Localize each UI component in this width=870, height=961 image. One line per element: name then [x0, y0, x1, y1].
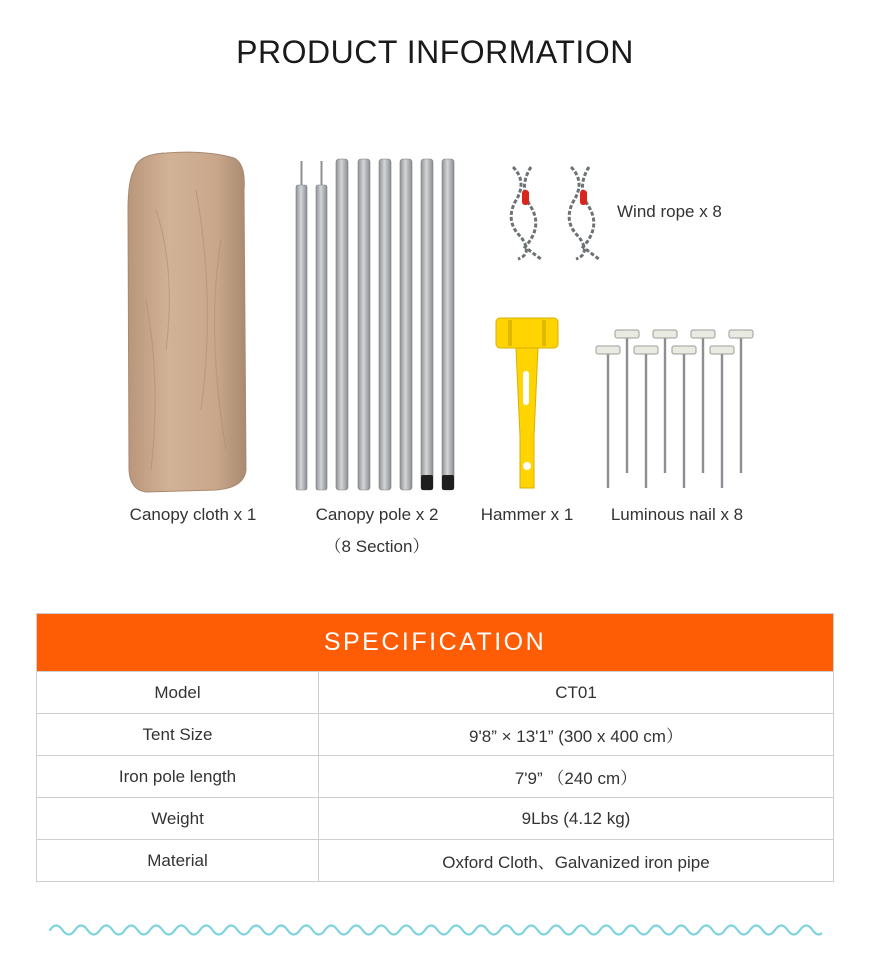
page-title: PRODUCT INFORMATION [236, 34, 634, 70]
table-row [37, 672, 833, 714]
spec-key-model: Model [37, 672, 319, 714]
spec-value-model: CT01 [319, 672, 834, 714]
specification-table [36, 613, 834, 882]
spec-value-tent-size: 9'8” × 13'1” (300 x 400 cm） [319, 714, 834, 756]
wind-rope-image [503, 162, 603, 262]
luminous-nail-image [592, 328, 756, 494]
table-row [37, 798, 833, 840]
table-row [37, 714, 833, 756]
luminous-nail-label: Luminous nail x 8 [610, 505, 744, 524]
spec-value-pole-length: 7'9” （240 cm） [319, 756, 834, 798]
specification-title: SPECIFICATION [37, 614, 833, 671]
spec-value-material: Oxford Cloth、Galvanized iron pipe [319, 840, 834, 882]
spec-key-pole-length: Iron pole length [37, 756, 319, 798]
spec-key-material: Material [37, 840, 319, 882]
wind-rope-label: Wind rope x 8 [617, 202, 722, 221]
canopy-cloth-image [126, 150, 250, 495]
hammer-label: Hammer x 1 [480, 505, 574, 524]
spec-key-tent-size: Tent Size [37, 714, 319, 756]
canopy-cloth-label: Canopy cloth x 1 [129, 505, 257, 524]
wave-divider [48, 918, 822, 942]
canopy-pole-label: Canopy pole x 2 [315, 505, 439, 524]
hammer-image [494, 316, 560, 492]
spec-rows [37, 671, 833, 881]
canopy-pole-image [290, 155, 460, 495]
table-row [37, 756, 833, 798]
canopy-pole-sublabel: （8 Section） [324, 537, 430, 556]
spec-value-weight: 9Lbs (4.12 kg) [319, 798, 834, 840]
table-row [37, 840, 833, 882]
spec-key-weight: Weight [37, 798, 319, 840]
